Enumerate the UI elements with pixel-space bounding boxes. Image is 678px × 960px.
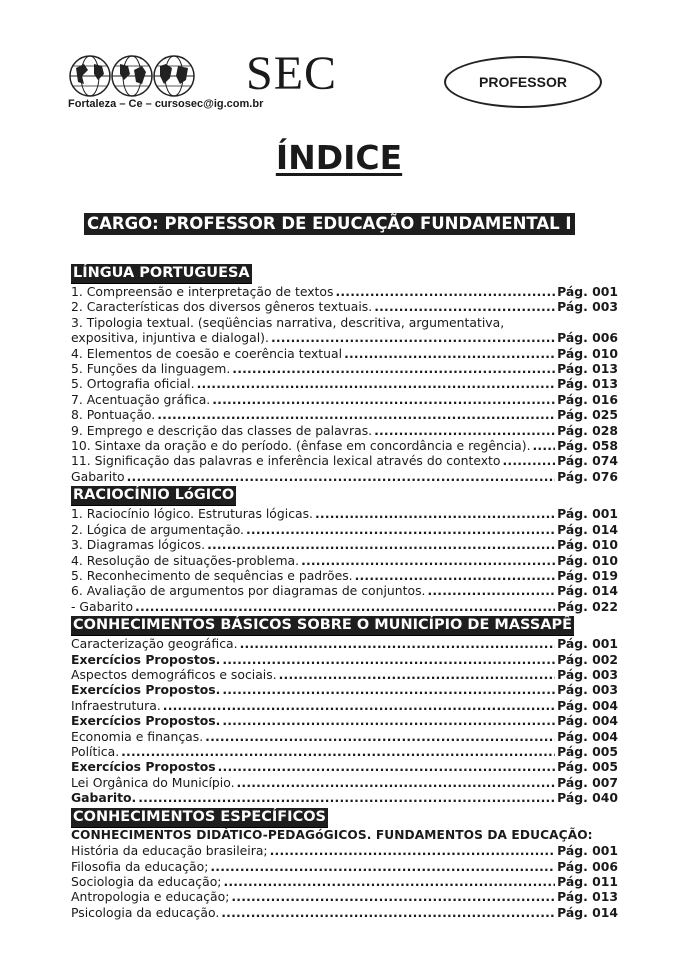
- leader-dots: [223, 874, 555, 889]
- entry-page: Pág. 006: [557, 858, 618, 874]
- leader-dots: [197, 376, 556, 391]
- entry-label: 5. Funções da linguagem.: [71, 361, 231, 377]
- leader-dots: [246, 522, 555, 537]
- entry-label: 5. Ortografia oficial.: [71, 376, 195, 392]
- index-entry[interactable]: [71, 537, 618, 552]
- entry-label: Gabarito.: [71, 790, 137, 806]
- leader-dots: [240, 636, 556, 651]
- entry-page: Pág. 019: [557, 567, 618, 583]
- index-entry[interactable]: [71, 874, 618, 889]
- section-heading: RACIOCÍNIO LóGICO: [71, 486, 236, 506]
- section-raciocinio-logico: [71, 484, 618, 614]
- index-entry[interactable]: [71, 698, 618, 713]
- entry-page: Pág. 004: [557, 728, 618, 744]
- index-entry[interactable]: [71, 583, 618, 598]
- entry-label: 5. Reconhecimento de sequências e padrões.: [71, 567, 353, 583]
- entry-label: 9. Emprego e descrição das classes de palavras.: [71, 422, 373, 438]
- leader-dots: [271, 330, 555, 345]
- section-heading: CONHECIMENTOS ESPECÍFICOS: [71, 808, 328, 828]
- entry-label: Exercícios Propostos.: [71, 651, 221, 667]
- leader-dots: [427, 583, 555, 598]
- leader-dots: [163, 698, 555, 713]
- entry-page: Pág. 001: [557, 843, 618, 859]
- page-title: ÍNDICE: [275, 138, 403, 177]
- index-entry[interactable]: [71, 346, 618, 361]
- index-entry[interactable]: [71, 453, 618, 468]
- leader-dots: [127, 469, 555, 484]
- entry-page: Pág. 058: [557, 438, 618, 454]
- section-conhecimentos-basicos: [71, 614, 618, 805]
- index-entry[interactable]: [71, 729, 618, 744]
- entry-label: 1. Compreensão e interpretação de textos: [71, 284, 334, 299]
- entry-page: Pág. 010: [557, 345, 618, 361]
- entry-label: Caracterização geográfica.: [71, 636, 238, 652]
- entry-label: Infraestrutura.: [71, 697, 161, 713]
- entry-page: Pág. 022: [557, 598, 618, 614]
- entry-page: Pág. 076: [557, 468, 618, 484]
- leader-dots: [218, 759, 555, 774]
- index-entry[interactable]: [71, 522, 618, 537]
- entry-label: Antropologia e educação;: [71, 889, 230, 905]
- entry-page: Pág. 016: [557, 391, 618, 407]
- index-entry[interactable]: [71, 759, 618, 774]
- leader-dots: [222, 682, 555, 697]
- leader-dots: [374, 423, 555, 438]
- leader-dots: [205, 729, 555, 744]
- index-entry[interactable]: [71, 568, 618, 583]
- entry-page: Pág. 003: [557, 682, 618, 698]
- leader-dots: [344, 346, 555, 361]
- index-entry[interactable]: [71, 299, 618, 314]
- entry-label: - Gabarito: [71, 598, 134, 614]
- section-lingua-portuguesa: [71, 262, 618, 484]
- entry-page: Pág. 074: [557, 453, 618, 469]
- index-entry[interactable]: [71, 775, 618, 790]
- entry-page: Pág. 003: [557, 666, 618, 682]
- entry-label: 4. Resolução de situações-problema.: [71, 552, 300, 568]
- index-entry[interactable]: [71, 392, 618, 407]
- index-entry[interactable]: [71, 361, 618, 376]
- entry-page: Pág. 013: [557, 376, 618, 392]
- entry-page: Pág. 004: [557, 697, 618, 713]
- entry-page: Pág. 013: [557, 889, 618, 905]
- section-heading: CONHECIMENTOS BÁSICOS SOBRE O MUNICÍPIO DE MASSAPÊ: [71, 616, 574, 636]
- leader-dots: [335, 284, 555, 299]
- leader-dots: [210, 859, 555, 874]
- leader-dots: [212, 392, 555, 407]
- index-entry[interactable]: [71, 423, 618, 438]
- index-entry[interactable]: [71, 859, 618, 874]
- section-subheading: CONHECIMENTOS DIDÁTICO-PEDAGóGICOS. FUNDAMENTOS DA EDUCAÇÃO:: [71, 827, 593, 842]
- entry-label: Psicologia da educação.: [71, 904, 220, 920]
- leader-dots: [270, 843, 556, 858]
- leader-dots: [279, 667, 555, 682]
- entry-label: 2. Lógica de argumentação.: [71, 521, 244, 537]
- index-entry[interactable]: [71, 889, 618, 904]
- index-entry[interactable]: [71, 407, 618, 422]
- entry-page: Pág. 040: [557, 790, 618, 806]
- entry-page: Pág. 014: [557, 583, 618, 599]
- leader-dots: [207, 537, 555, 552]
- entry-label: Sociologia da educação;: [71, 873, 222, 889]
- entry-page: Pág. 004: [557, 713, 618, 729]
- leader-dots: [222, 652, 555, 667]
- entry-page: Pág. 013: [557, 361, 618, 377]
- entry-page: Pág. 005: [557, 743, 618, 759]
- cargo-banner: CARGO: PROFESSOR DE EDUCAÇÃO FUNDAMENTAL I: [84, 213, 575, 235]
- section-heading: LÍNGUA PORTUGUESA: [71, 264, 252, 284]
- role-badge: PROFESSOR: [444, 56, 602, 108]
- index-entry[interactable]: [71, 438, 618, 453]
- leader-dots: [237, 775, 556, 790]
- brand-contact: Fortaleza – Ce – cursosec@ig.com.br: [68, 98, 264, 110]
- globe-icon: [68, 54, 112, 98]
- entry-page: Pág. 028: [557, 422, 618, 438]
- index-entry[interactable]: [71, 713, 618, 728]
- leader-dots: [231, 889, 555, 904]
- index-entry[interactable]: [71, 652, 618, 667]
- entry-page: Pág. 002: [557, 651, 618, 667]
- entry-page: Pág. 006: [557, 330, 618, 346]
- leader-dots: [157, 407, 555, 422]
- entry-label: 3. Diagramas lógicos.: [71, 537, 206, 553]
- leader-dots: [503, 453, 556, 468]
- index-entry[interactable]: [71, 790, 618, 805]
- entry-label: 8. Pontuação.: [71, 407, 156, 423]
- index-entry[interactable]: [71, 376, 618, 391]
- entry-label: 7. Acentuação gráfica.: [71, 391, 211, 407]
- entry-page: Pág. 003: [557, 299, 618, 315]
- leader-dots: [232, 361, 555, 376]
- index-entry[interactable]: [71, 330, 618, 345]
- globe-icon: [110, 54, 154, 98]
- index-entry[interactable]: [71, 636, 618, 651]
- leader-dots: [135, 599, 555, 614]
- index-entry[interactable]: [71, 843, 618, 858]
- entry-label: Exercícios Propostos.: [71, 713, 221, 729]
- entry-page: Pág. 011: [557, 873, 618, 889]
- header: [68, 48, 638, 118]
- leader-dots: [355, 568, 556, 583]
- entry-page: Pág. 005: [557, 759, 618, 775]
- index-entry[interactable]: [71, 469, 618, 484]
- index-entry[interactable]: [71, 599, 618, 614]
- leader-dots: [121, 744, 555, 759]
- entry-label: Gabarito: [71, 468, 125, 484]
- entry-label: 1. Raciocínio lógico. Estruturas lógicas.: [71, 506, 313, 522]
- entry-label: 6. Avaliação de argumentos por diagramas de conjuntos.: [71, 583, 426, 599]
- entry-page: Pág. 010: [557, 552, 618, 568]
- entry-label: 10. Sintaxe da oração e do período. (ênfase em concordância e regência).: [71, 438, 531, 454]
- entry-label: 2. Características dos diversos gêneros textuais.: [71, 299, 373, 315]
- entry-label: 3. Tipologia textual. (seqüências narrativa, descritiva, argumentativa,: [71, 314, 505, 330]
- entry-page: Pág. 001: [557, 636, 618, 652]
- leader-dots: [301, 553, 555, 568]
- entry-page: Pág. 001: [557, 284, 618, 299]
- index-entry[interactable]: [71, 284, 618, 299]
- entry-page: Pág. 014: [557, 521, 618, 537]
- entry-page: Pág. 001: [557, 506, 618, 522]
- leader-dots: [533, 438, 556, 453]
- section-conhecimentos-especificos: [71, 806, 618, 921]
- entry-label: História da educação brasileira;: [71, 843, 268, 859]
- index-entry[interactable]: [71, 744, 618, 759]
- entry-label: Exercícios Propostos: [71, 759, 216, 775]
- leader-dots: [222, 713, 555, 728]
- entry-page: Pág. 014: [557, 904, 618, 920]
- brand-name: SEC: [246, 47, 338, 100]
- entry-label: 11. Significação das palavras e inferência lexical através do contexto: [71, 453, 501, 469]
- entry-label: Lei Orgânica do Município.: [71, 774, 235, 790]
- entry-label: Economia e finanças.: [71, 728, 204, 744]
- entry-label: Aspectos demográficos e sociais.: [71, 666, 277, 682]
- leader-dots: [315, 506, 555, 521]
- index-entry[interactable]: [71, 506, 618, 521]
- globe-icon: [152, 54, 196, 98]
- entry-label-continued: expositiva, injuntiva e dialogal).: [71, 330, 269, 346]
- entry-page: Pág. 007: [557, 774, 618, 790]
- index-entry[interactable]: [71, 553, 618, 568]
- index-entry[interactable]: [71, 682, 618, 697]
- index-entry[interactable]: [71, 905, 618, 920]
- index-entry[interactable]: [71, 667, 618, 682]
- entry-label: Exercícios Propostos.: [71, 682, 221, 698]
- entry-label: 4. Elementos de coesão e coerência textual: [71, 345, 343, 361]
- entry-page: Pág. 025: [557, 407, 618, 423]
- leader-dots: [221, 905, 555, 920]
- entry-page: Pág. 010: [557, 537, 618, 553]
- entry-label: Filosofia da educação;: [71, 858, 209, 874]
- index-content: [71, 262, 618, 920]
- leader-dots: [138, 790, 555, 805]
- entry-label: Política.: [71, 743, 120, 759]
- leader-dots: [374, 299, 555, 314]
